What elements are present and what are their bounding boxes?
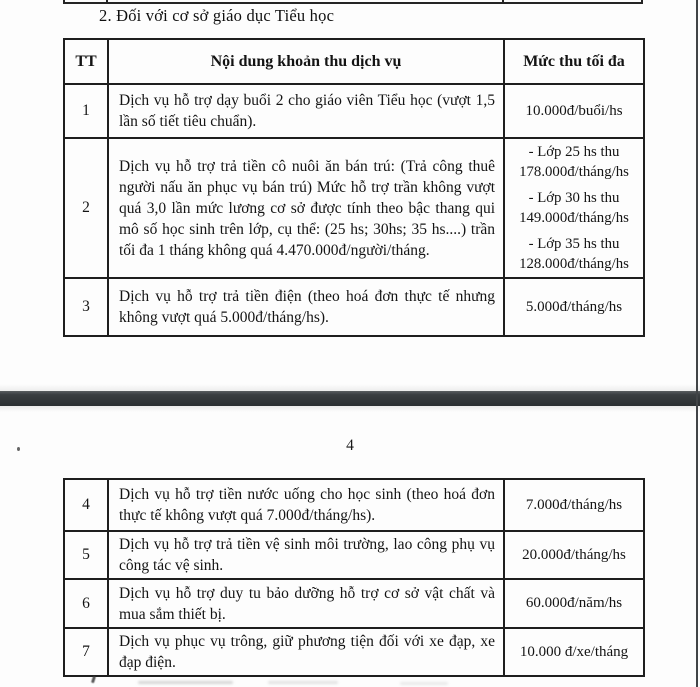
fee-line: - Lớp 35 hs thu	[528, 236, 620, 252]
page-edge-shadow	[0, 384, 700, 391]
row-number-cell: 3	[64, 278, 108, 336]
fee-line: 128.000đ/tháng/hs	[519, 256, 629, 272]
primary-school-fee-table-part1	[63, 38, 645, 337]
row-number-cell: 4	[64, 479, 108, 531]
page-number: 4	[346, 437, 354, 454]
table-row	[64, 479, 644, 531]
previous-table-column-tick	[106, 0, 108, 3]
page-right-border	[696, 0, 698, 687]
fee-line: - Lớp 25 hs thu	[528, 144, 620, 160]
max-fee-cell	[504, 138, 644, 278]
col-header-tt: TT	[64, 39, 108, 84]
max-fee-cell: 5.000đ/tháng/hs	[504, 278, 644, 336]
primary-school-fee-table-part2	[63, 478, 645, 677]
service-description-cell: Dịch vụ hỗ trợ trả tiền vệ sinh môi trường, lao công phụ vụ công tác vệ sinh.	[108, 531, 504, 579]
service-description-cell: Dịch vụ hỗ trợ trả tiền cô nuôi ăn bán trú: (Trả công thuê người nấu ăn phục vụ bán trú) Mức hỗ trợ trần không vượt quá 3,0 lần mức lương cơ sở được tính theo bậc thang qui mô số học sinh trên lớp, cụ thể: (25 hs; 30hs; 35 hs....) trần tối đa 1 tháng không quá 4.470.000đ/người/tháng.	[108, 138, 504, 278]
previous-table-column-tick	[502, 0, 504, 3]
max-fee-cell: 7.000đ/tháng/hs	[504, 479, 644, 531]
max-fee-cell: 10.000đ/buổi/hs	[504, 84, 644, 138]
scan-artifact-dot	[17, 447, 20, 451]
table-row	[64, 84, 644, 138]
service-description-cell: Dịch vụ phục vụ trông, giữ phương tiện đối với xe đạp, xe đạp điện.	[108, 628, 504, 676]
table-header-row	[64, 39, 644, 84]
service-description-cell: Dịch vụ hỗ trợ dạy buổi 2 cho giáo viên Tiểu học (vượt 1,5 lần số tiết tiêu chuẩn).	[108, 84, 504, 138]
fee-line: - Lớp 30 hs thu	[528, 190, 620, 206]
row-number-cell: 5	[64, 531, 108, 579]
max-fee-cell: 20.000đ/tháng/hs	[504, 531, 644, 579]
col-header-content: Nội dung khoản thu dịch vụ	[108, 39, 504, 84]
previous-table-column-tick	[641, 0, 643, 3]
service-description-cell: Dịch vụ hỗ trợ trả tiền điện (theo hoá đơn thực tế nhưng không vượt quá 5.000đ/tháng/hs).	[108, 278, 504, 336]
row-number-cell: 2	[64, 138, 108, 278]
table-row	[64, 579, 644, 628]
row-number-cell: 6	[64, 579, 108, 628]
bottom-cutoff-text-smudge	[138, 681, 233, 684]
bottom-cutoff-text-smudge	[400, 682, 448, 685]
section-heading: 2. Đối với cơ sở giáo dục Tiểu học	[99, 6, 335, 25]
page-separator-band	[0, 391, 700, 406]
table-row	[64, 531, 644, 579]
previous-table-column-tick	[63, 0, 65, 3]
fee-line: 178.000đ/tháng/hs	[519, 164, 629, 180]
page-edge-shadow	[0, 406, 700, 412]
table-row	[64, 278, 644, 336]
max-fee-cell: 60.000đ/năm/hs	[504, 579, 644, 628]
max-fee-cell: 10.000 đ/xe/tháng	[504, 628, 644, 676]
bottom-cutoff-text-smudge	[268, 681, 338, 684]
row-number-cell: 1	[64, 84, 108, 138]
service-description-cell: Dịch vụ hỗ trợ tiền nước uống cho học sinh (theo hoá đơn thực tế không vượt quá 7.000đ/tháng/hs).	[108, 479, 504, 531]
service-description-cell: Dịch vụ hỗ trợ duy tu bảo dưỡng hỗ trợ cơ sở vật chất và mua sắm thiết bị.	[108, 579, 504, 628]
fee-line: 149.000đ/tháng/hs	[519, 210, 629, 226]
row-number-cell: 7	[64, 628, 108, 676]
table-row	[64, 138, 644, 278]
table-row	[64, 628, 644, 676]
bottom-cutoff-text-smudge	[91, 676, 96, 684]
previous-table-bottom-border	[63, 2, 643, 4]
col-header-max-fee: Mức thu tối đa	[504, 39, 644, 84]
